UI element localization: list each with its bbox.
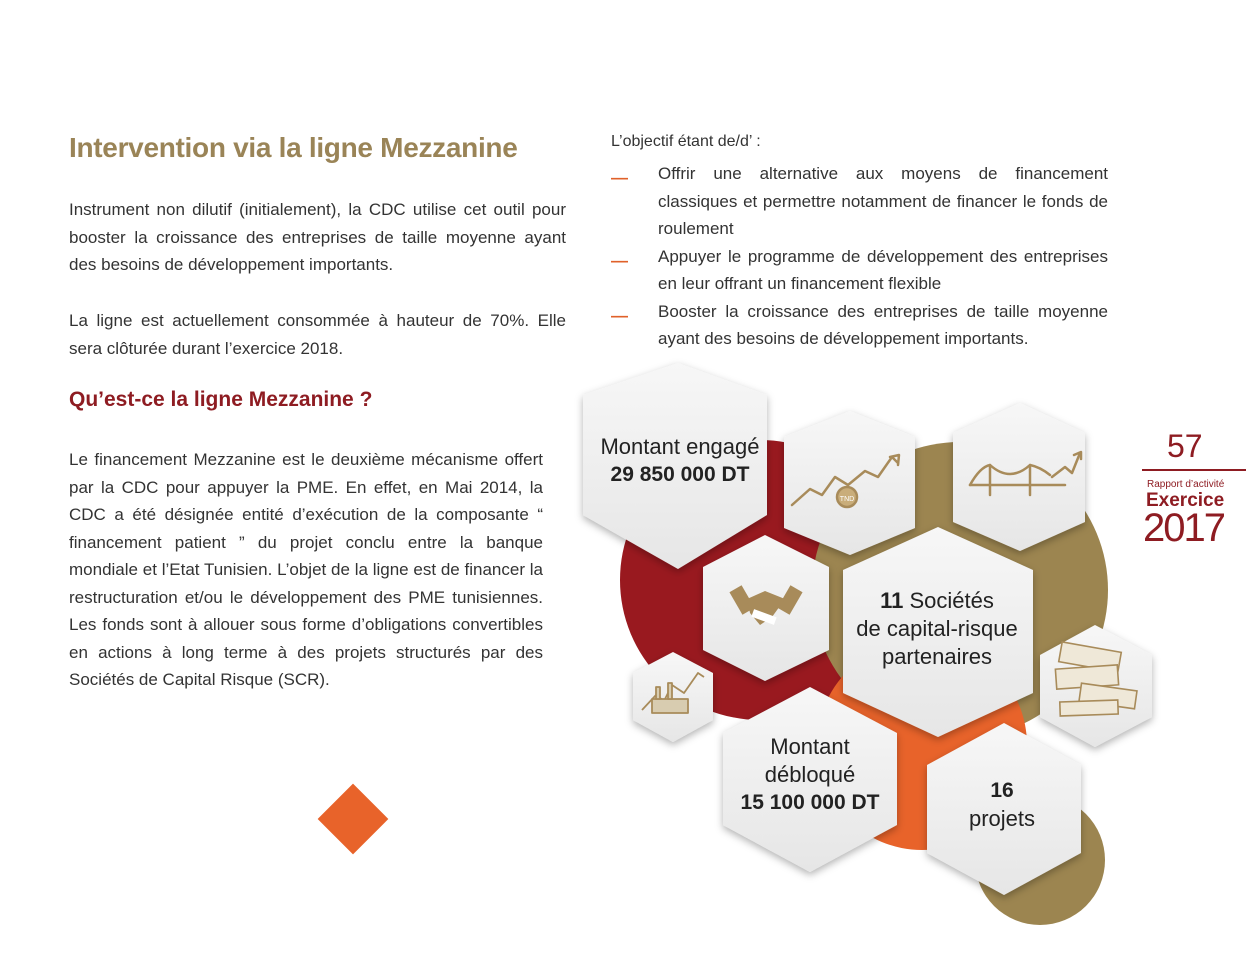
mezzanine-infographic xyxy=(560,355,1170,935)
released-label-1: Montant xyxy=(770,734,850,759)
report-label: Rapport d’activité xyxy=(1147,479,1225,490)
partners-label-3: partenaires xyxy=(881,644,993,669)
bullet-dash: — xyxy=(611,250,628,270)
objective-list xyxy=(611,160,1108,353)
report-year: 2017 xyxy=(1143,506,1224,550)
projects-label: projets xyxy=(968,806,1036,831)
bullet-dash: — xyxy=(611,168,628,187)
section-title: Intervention via la ligne Mezzanine xyxy=(69,132,518,163)
projects-block xyxy=(932,777,1072,833)
partners-count: 11 xyxy=(880,588,904,613)
subsection-title: Qu’est-ce la ligne Mezzanine ? xyxy=(69,388,373,411)
objective-item xyxy=(611,243,1108,298)
exercise-label: Exercice xyxy=(1146,490,1225,511)
released-value: 15 100 000 DT xyxy=(740,791,880,814)
coin-label: TND xyxy=(839,496,855,503)
engaged-value: 29 850 000 DT xyxy=(610,463,750,486)
objective-item xyxy=(611,160,1108,243)
page-divider xyxy=(1142,469,1246,471)
projects-count: 16 xyxy=(990,779,1014,802)
page-number: 57 xyxy=(1167,428,1203,464)
partners-block xyxy=(842,587,1032,671)
released-amount-block xyxy=(720,733,900,817)
partners-label-1: Sociétés xyxy=(909,588,994,613)
objective-intro: L’objectif étant de/d’ : xyxy=(611,133,761,150)
released-label-2: débloqué xyxy=(764,762,856,787)
intro-paragraph: Instrument non dilutif (initialement), la CDC utilise cet outil pour booster la croissance des entreprises de taille moyenne ayant des besoins de développement importants. xyxy=(69,200,566,274)
objective-item xyxy=(611,298,1108,353)
engaged-amount-block xyxy=(580,433,780,489)
objective-text: Appuyer le programme de développement des entreprises en leur offrant un financement flexible xyxy=(658,246,1108,293)
hexagon-bridge-icon xyxy=(953,403,1085,551)
consumption-paragraph: La ligne est actuellement consommée à hauteur de 70%. Elle sera clôturée durant l’exercice 2018. xyxy=(69,311,566,358)
engaged-label: Montant engagé xyxy=(600,434,760,459)
objective-text: Booster la croissance des entreprises de taille moyenne ayant des besoins de développement importants. xyxy=(658,301,1108,348)
orange-diamond-decoration xyxy=(318,784,389,855)
objective-text: Offrir une alternative aux moyens de financement classiques et permettre notamment de financer le fonds de roulement xyxy=(658,164,1108,238)
partners-label-2: de capital-risque xyxy=(856,616,1018,641)
mezzanine-description: Le financement Mezzanine est le deuxième mécanisme offert par la CDC pour appuyer la PME. En effet, en Mai 2014, la CDC a été désignée entité d’exécution de la composante “ financement patient ” du projet conclu entre la banque mondiale et l’Etat Tunisien. L’objet de la ligne est de financer la restructuration et/ou le développement des PME tunisiennes. Les fonds sont à allouer sous forme d’obligations convertibles en actions à long terme à des projets structurés par des Sociétés de Capital Risque (SCR). xyxy=(69,450,543,689)
bullet-dash: — xyxy=(611,305,628,325)
